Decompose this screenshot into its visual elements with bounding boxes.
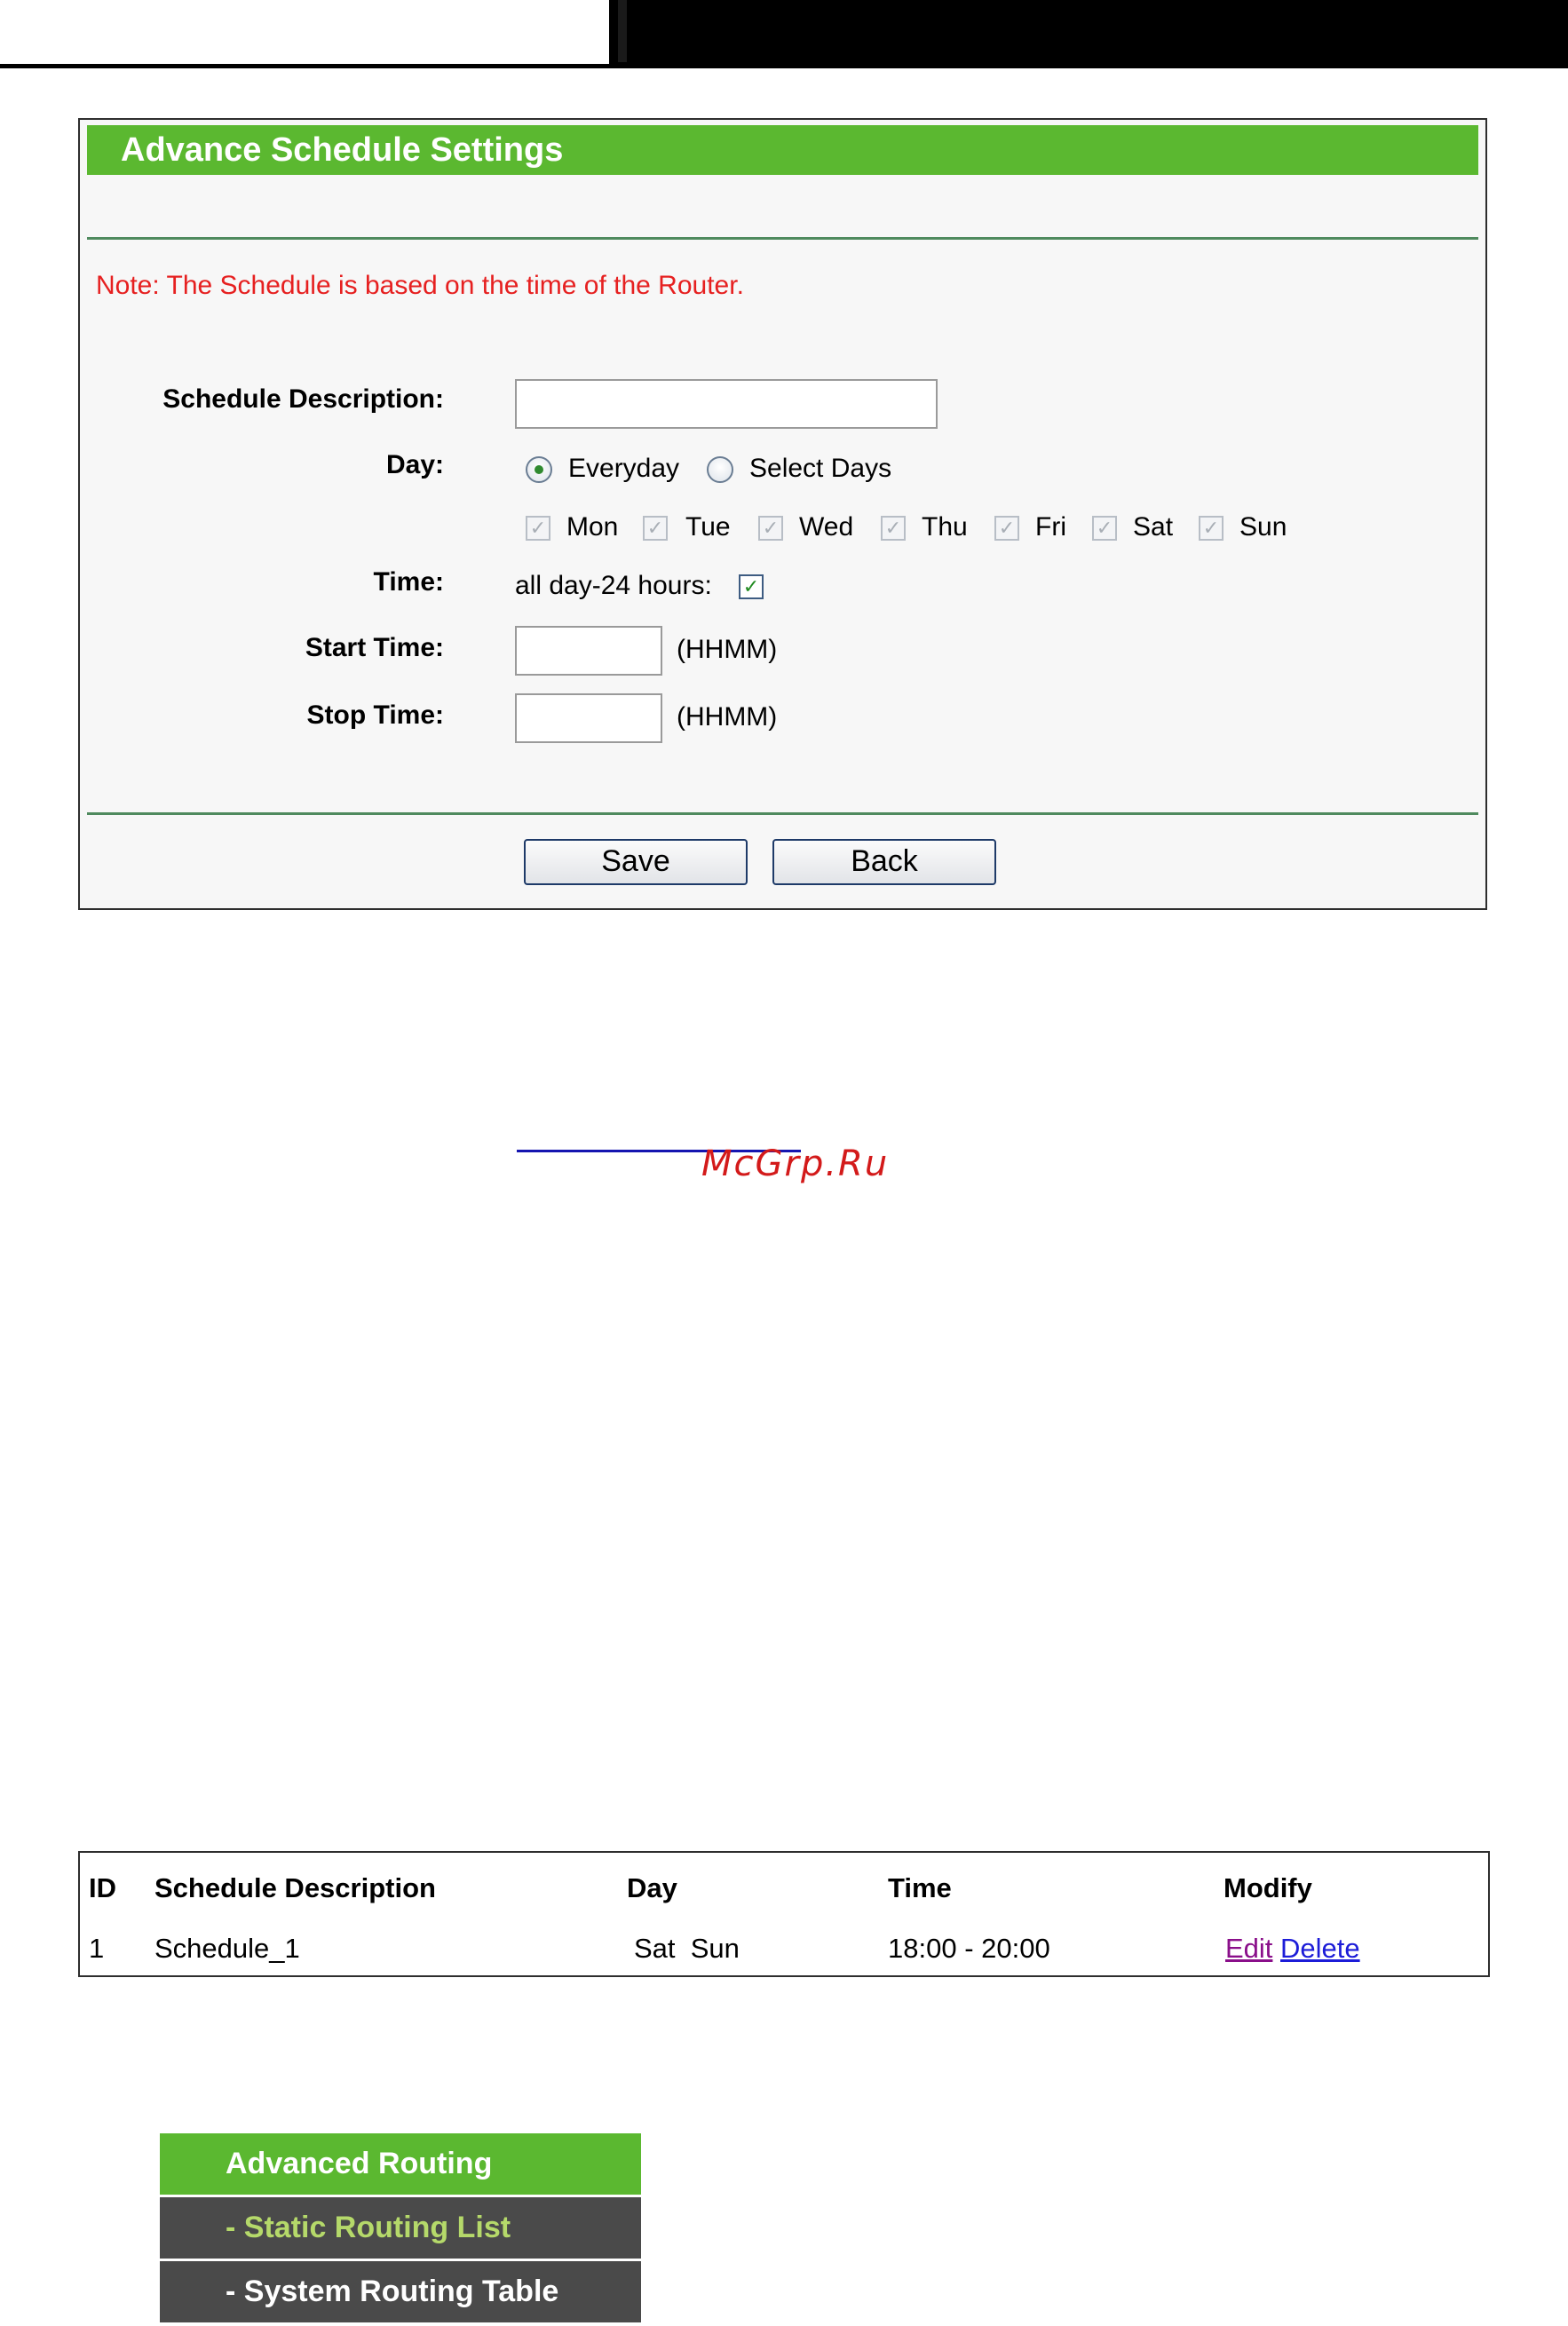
column-header-id: ID: [89, 1872, 116, 1903]
stop-time-input[interactable]: [515, 693, 662, 743]
thu-checkbox[interactable]: ✓: [881, 516, 906, 541]
sun-checkbox[interactable]: ✓: [1199, 516, 1224, 541]
edit-link[interactable]: Edit: [1225, 1933, 1273, 1964]
stop-time-label: Stop Time:: [306, 700, 444, 730]
divider: [87, 237, 1478, 240]
radio-selected-dot: [535, 465, 543, 474]
header-notch: [618, 0, 627, 62]
save-button[interactable]: Save: [524, 839, 748, 885]
thu-label: Thu: [922, 512, 968, 542]
menu-item-system-routing-table[interactable]: - System Routing Table: [160, 2261, 641, 2322]
watermark-text: McGrp.Ru: [701, 1143, 890, 1184]
header-rule: [0, 64, 609, 68]
divider: [87, 812, 1478, 815]
column-header-modify: Modify: [1224, 1872, 1312, 1903]
back-button[interactable]: Back: [772, 839, 996, 885]
wed-checkbox[interactable]: ✓: [758, 516, 783, 541]
menu-item-static-routing-list[interactable]: - Static Routing List: [160, 2197, 641, 2259]
mon-label: Mon: [566, 512, 619, 542]
menu-header[interactable]: Advanced Routing: [160, 2133, 641, 2195]
header-bar: [609, 0, 1568, 68]
tue-checkbox[interactable]: ✓: [643, 516, 668, 541]
fri-label: Fri: [1035, 512, 1066, 542]
delete-link[interactable]: Delete: [1280, 1933, 1360, 1964]
sat-label: Sat: [1133, 512, 1174, 542]
fri-checkbox[interactable]: ✓: [994, 516, 1019, 541]
schedule-settings-panel: [78, 118, 1487, 910]
panel-title: Advance Schedule Settings: [87, 125, 1478, 175]
time-label: Time:: [373, 567, 444, 597]
sun-label: Sun: [1239, 512, 1287, 542]
row-day: Sat Sun: [634, 1933, 740, 1964]
start-time-label: Start Time:: [305, 633, 444, 662]
mon-checkbox[interactable]: ✓: [526, 516, 550, 541]
select-days-label: Select Days: [749, 454, 892, 483]
note-text: Note: The Schedule is based on the time of the Router.: [96, 271, 744, 300]
column-header-day: Day: [627, 1872, 677, 1903]
allday-label: all day-24 hours:: [515, 571, 712, 600]
start-time-input[interactable]: [515, 626, 662, 676]
day-label: Day:: [385, 450, 444, 479]
everyday-radio[interactable]: [526, 456, 552, 483]
sat-checkbox[interactable]: ✓: [1092, 516, 1117, 541]
column-header-time: Time: [888, 1872, 952, 1903]
row-description: Schedule_1: [154, 1933, 300, 1964]
select-days-radio[interactable]: [707, 456, 733, 483]
schedule-description-input[interactable]: [515, 379, 938, 429]
row-id: 1: [89, 1933, 105, 1964]
tue-label: Tue: [685, 512, 731, 542]
row-time: 18:00 - 20:00: [888, 1933, 1050, 1964]
schedule-table: [78, 1851, 1490, 1977]
everyday-label: Everyday: [568, 454, 680, 483]
advanced-routing-menu: [160, 2133, 641, 2325]
column-header-description: Schedule Description: [154, 1872, 436, 1903]
description-label: Schedule Description:: [162, 384, 444, 414]
allday-checkbox[interactable]: ✓: [739, 574, 764, 599]
start-hhmm-hint: (HHMM): [677, 635, 778, 664]
stop-hhmm-hint: (HHMM): [677, 702, 778, 732]
wed-label: Wed: [799, 512, 854, 542]
